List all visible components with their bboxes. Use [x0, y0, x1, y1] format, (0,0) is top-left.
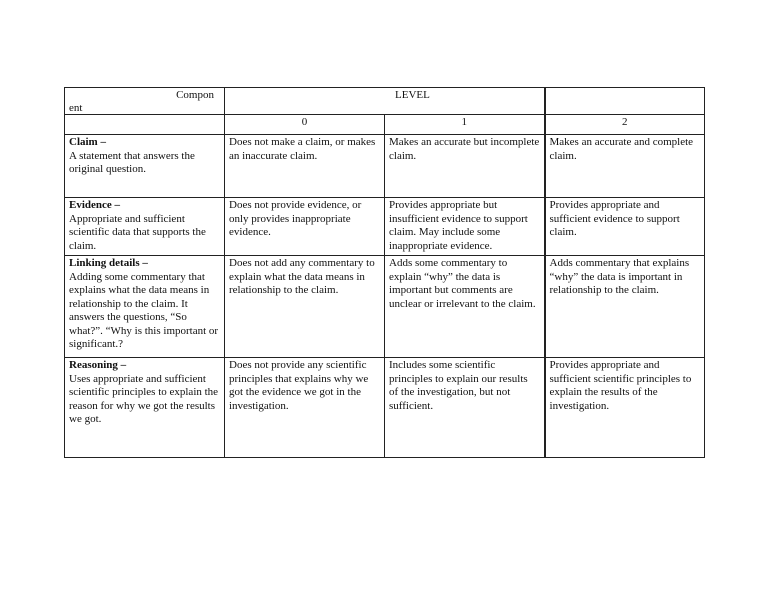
criterion-dash: –	[117, 359, 127, 371]
level-number-empty-cell	[65, 115, 225, 135]
level-2-cell: Provides appropriate and sufficient evidence to support claim.	[545, 198, 705, 256]
header-row-level	[65, 88, 705, 115]
level-header-text: LEVEL	[395, 89, 430, 101]
level-1-cell: Provides appropriate but insufficient evidence to support claim. May include some inappropriate evidence.	[385, 198, 545, 256]
criterion-cell-evidence	[65, 198, 225, 256]
level-1-cell: Makes an accurate but incomplete claim.	[385, 135, 545, 198]
table-row-claim	[65, 135, 705, 198]
criterion-name: Linking details	[69, 257, 140, 269]
level-0-cell: Does not make a claim, or makes an inaccurate claim.	[225, 135, 385, 198]
level-0-cell: Does not provide any scientific principles that explains why we got the evidence we got in the investigation.	[225, 358, 385, 458]
level-header-empty-cell	[545, 88, 705, 115]
criterion-name: Evidence	[69, 199, 112, 211]
level-1-header: 1	[385, 115, 545, 135]
level-2-cell: Adds commentary that explains “why” the data is important in relationship to the claim.	[545, 256, 705, 358]
table-row-linking-details	[65, 256, 705, 358]
criterion-cell-reasoning	[65, 358, 225, 458]
criterion-cell-linking-details	[65, 256, 225, 358]
level-1-cell: Adds some commentary to explain “why” the data is important but comments are unclear or irrelevant to the claim.	[385, 256, 545, 358]
component-header-cell	[65, 88, 225, 115]
criterion-description: A statement that answers the original question.	[69, 149, 195, 175]
criterion-description: Appropriate and sufficient scientific data that supports the claim.	[69, 212, 206, 252]
level-0-header: 0	[225, 115, 385, 135]
level-0-cell: Does not add any commentary to explain what the data means in relationship to the claim.	[225, 256, 385, 358]
table-row-reasoning	[65, 358, 705, 458]
criterion-dash: –	[111, 199, 121, 211]
level-0-cell: Does not provide evidence, or only provides inappropriate evidence.	[225, 198, 385, 256]
criterion-description: Uses appropriate and sufficient scientific principles to explain the reason for why we got the results we got.	[69, 372, 219, 425]
criterion-dash: –	[97, 136, 106, 148]
level-header-cell	[225, 88, 545, 115]
criterion-name: Claim	[69, 136, 98, 148]
level-2-header: 2	[545, 115, 705, 135]
level-1-cell: Includes some scientific principles to explain our results of the investigation, but not sufficient.	[385, 358, 545, 458]
criterion-cell-claim	[65, 135, 225, 198]
rubric-table	[64, 87, 705, 458]
table-row-evidence	[65, 198, 705, 256]
component-header-text-part2: ent	[69, 102, 83, 114]
criterion-description: Adding some commentary that explains what the data means in relationship to the claim. It answers the questions, “So what?”. “Why is this important or significant.?	[69, 270, 219, 350]
level-2-cell: Provides appropriate and sufficient scientific principles to explain the results of the investigation.	[545, 358, 705, 458]
level-2-cell: Makes an accurate and complete claim.	[545, 135, 705, 198]
criterion-name: Reasoning	[69, 359, 118, 371]
header-row-levels	[65, 115, 705, 135]
criterion-dash: –	[139, 257, 148, 269]
component-header-text-part1: Compon	[176, 89, 214, 101]
